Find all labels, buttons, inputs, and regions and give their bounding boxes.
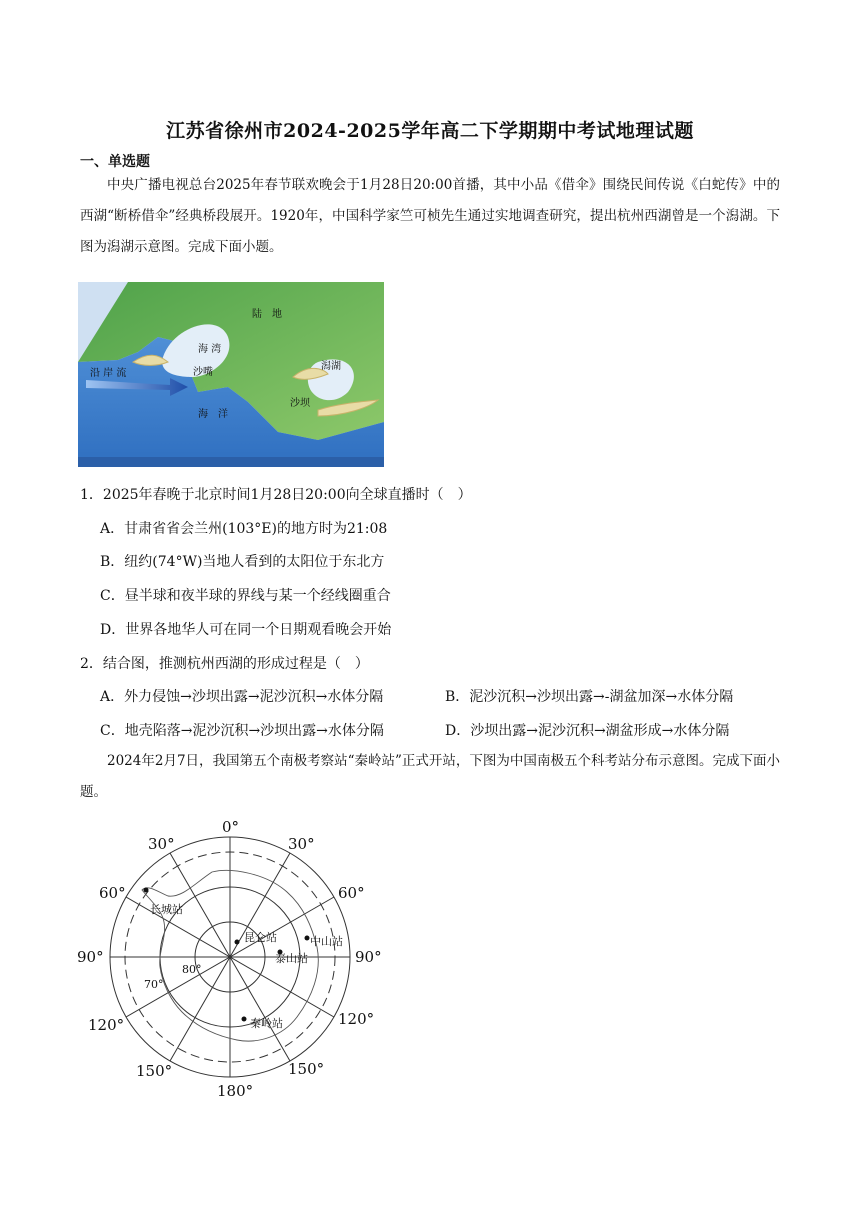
changcheng-station-label: 长城站: [150, 903, 183, 916]
kunlun-station-marker: [235, 940, 240, 945]
qinling-station-label: 秦岭站: [250, 1017, 283, 1030]
passage-2: 2024年2月7日，我国第五个南极考察站“秦岭站”正式开站，下图为中国南极五个科考站分布示意图。完成下面小题。: [80, 753, 780, 800]
label-sandbar: 沙坝: [290, 398, 310, 409]
lagoon-diagram: [78, 282, 384, 467]
lon-90-left-label: 90°: [77, 948, 104, 966]
lagoon-figure: [78, 282, 384, 467]
lon-30-left-label: 30°: [148, 835, 175, 853]
kunlun-station-label: 昆仑站: [244, 931, 277, 944]
q2-option-a[interactable]: A．外力侵蚀→沙坝出露→泥沙沉积→水体分隔: [100, 689, 384, 705]
label-lagoon: 潟湖: [321, 361, 341, 372]
section-heading: 一、单选题: [80, 154, 150, 170]
lon-180-label: 180°: [217, 1082, 254, 1100]
label-current: 沿 岸 流: [90, 368, 127, 379]
q2-option-b[interactable]: B．泥沙沉积→沙坝出露→-湖盆加深→水体分隔: [445, 689, 734, 705]
passage-1: 中央广播电视总台2025年春节联欢晚会于1月28日20:00首播，其中小品《借伞》围绕民间传说《白蛇传》中的西湖“断桥借伞”经典桥段展开。1920年，中国科学家竺可桢先生通过实地调查研究，提出杭州西湖曾是一个潟湖。下图为潟湖示意图。完成下面小题。: [80, 177, 780, 255]
lat-70-label: 70°: [144, 978, 164, 991]
lon-90-right-label: 90°: [355, 948, 382, 966]
lon-120-right-label: 120°: [338, 1010, 375, 1028]
lon-60-right-label: 60°: [338, 884, 365, 902]
lon-120-left-label: 120°: [88, 1016, 125, 1034]
q2-option-d[interactable]: D．沙坝出露→泥沙沉积→湖盆形成→水体分隔: [445, 723, 730, 739]
q1-option-a[interactable]: A．甘肃省省会兰州(103°E)的地方时为21:08: [100, 521, 388, 537]
label-land: 陆 地: [252, 309, 282, 320]
lon-0-label: 0°: [222, 818, 240, 836]
page-title: 江苏省徐州市2024-2025学年高二下学期期中考试地理试题: [166, 120, 694, 142]
q1-option-d[interactable]: D．世界各地华人可在同一个日期观看晚会开始: [100, 622, 392, 638]
q1-option-b[interactable]: B．纽约(74°W)当地人看到的太阳位于东北方: [100, 554, 385, 570]
antarctic-station-map: [72, 812, 392, 1102]
question-2-stem: 2．结合图，推测杭州西湖的形成过程是（ ）: [80, 656, 369, 672]
label-bay: 海 湾: [198, 344, 222, 355]
label-ocean: 海 洋: [198, 409, 228, 420]
label-spit: 沙嘴: [193, 367, 213, 378]
q2-option-c[interactable]: C．地壳陷落→泥沙沉积→沙坝出露→水体分隔: [100, 723, 384, 739]
lat-80-label: 80°: [182, 963, 202, 976]
zhongshan-station-marker: [305, 936, 310, 941]
lon-150-right-label: 150°: [288, 1060, 325, 1078]
q1-option-c[interactable]: C．昼半球和夜半球的界线与某一个经线圈重合: [100, 588, 391, 604]
taishan-station-label: 泰山站: [275, 952, 308, 965]
zhongshan-station-label: 中山站: [310, 935, 343, 948]
changcheng-station-marker: [144, 888, 149, 893]
lon-150-left-label: 150°: [136, 1062, 173, 1080]
lon-30-right-label: 30°: [288, 835, 315, 853]
qinling-station-marker: [242, 1017, 247, 1022]
polar-map: [72, 812, 392, 1102]
question-1-stem: 1．2025年春晚于北京时间1月28日20:00向全球直播时（ ）: [80, 487, 472, 503]
lon-60-left-label: 60°: [99, 884, 126, 902]
